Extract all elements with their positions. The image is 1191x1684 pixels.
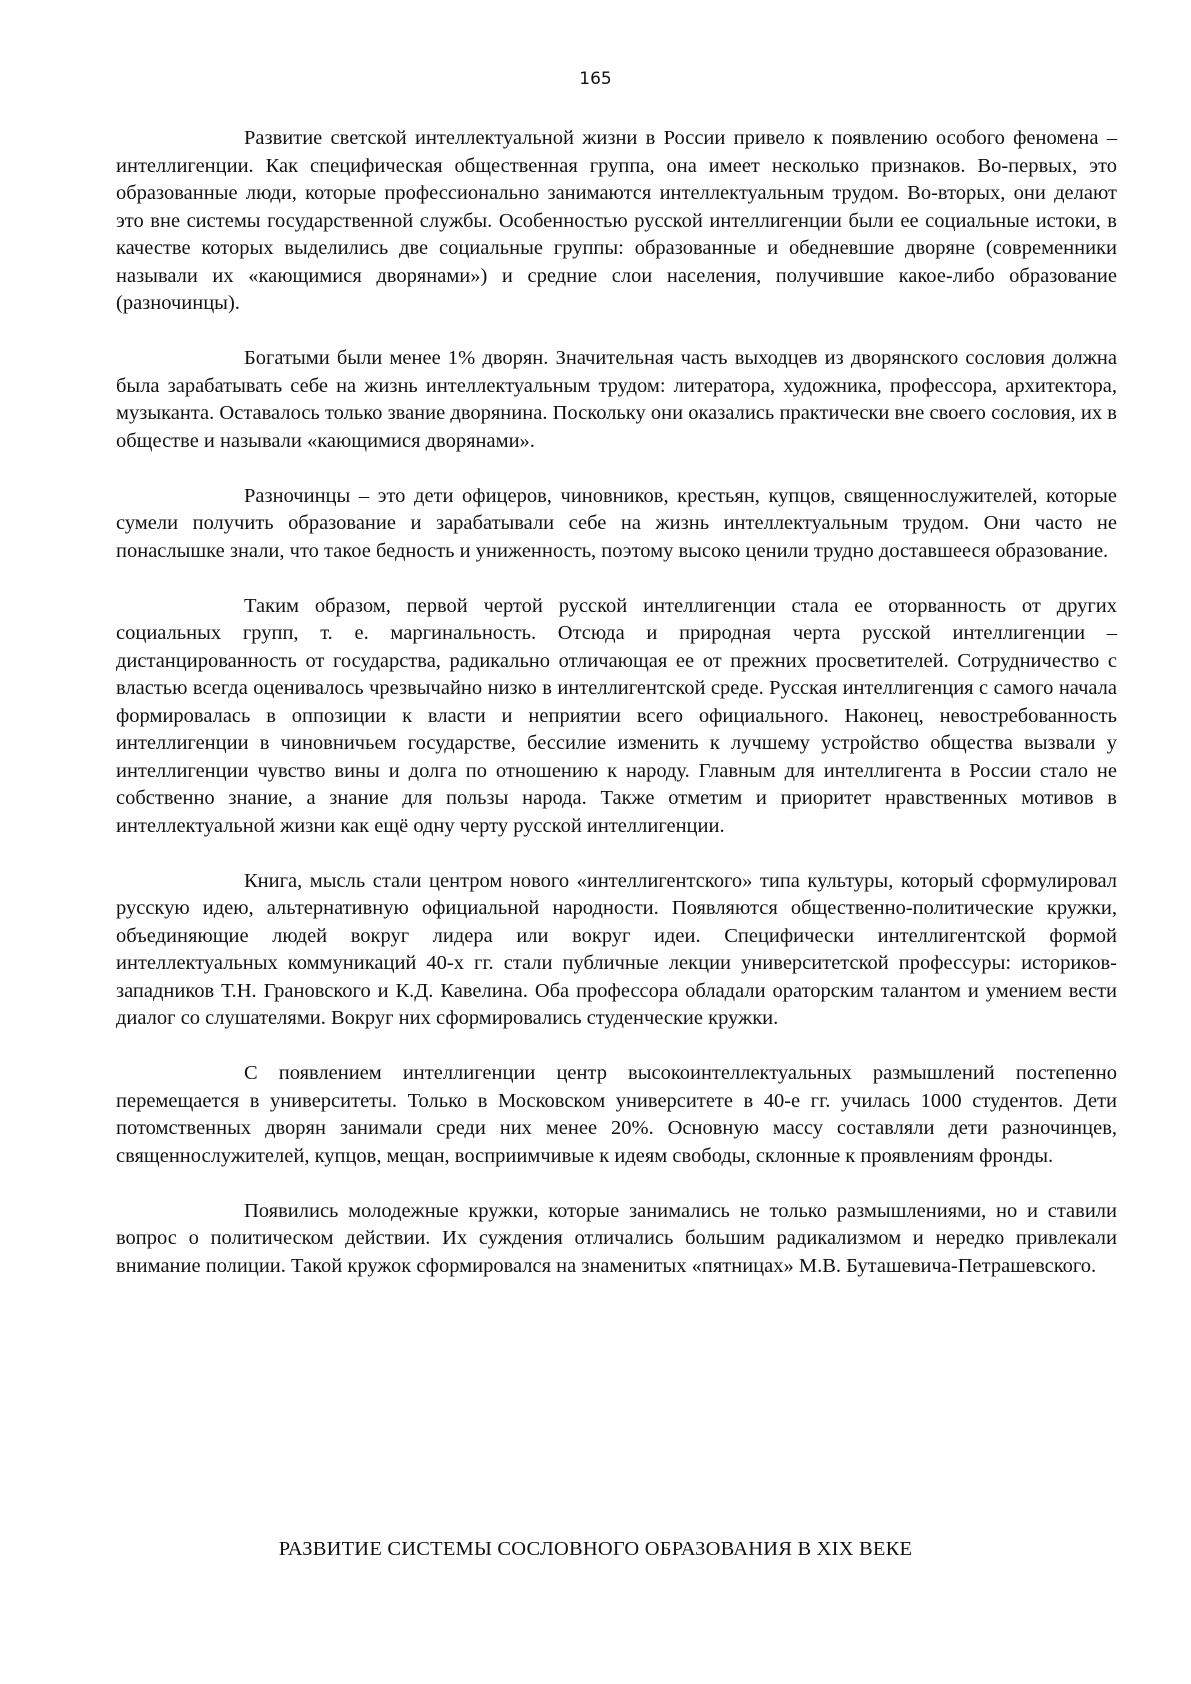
document-body: [116, 125, 1117, 1280]
paragraph-universities: С появлением интеллигенции центр высокоинтеллектуальных размышлений постепенно перемещается в университеты. Только в Московском университете в 40-е гг. училась 1000 студентов. Дети потомственных дворян занимали среди них менее 20%. Основную массу составляли дети разночинцев, священнослужителей, купцов, мещан, восприимчивые к идеям свободы, склонные к проявлениям фронды.: [116, 1062, 1117, 1167]
page-number: 165: [579, 69, 612, 89]
paragraph-youth-circles: Появились молодежные кружки, которые занимались не только размышлениями, но и ставили вопрос о политическом действии. Их суждения отличались большим радикализмом и нередко привлекали внимание полиции. Такой кружок сформировался на знаменитых «пятницах» М.В. Буташевича-Петрашевского.: [116, 1199, 1117, 1277]
paragraph-raznochintsy: Разночинцы – это дети офицеров, чиновников, крестьян, купцов, священнослужителей, которые сумели получить образование и зарабатывали себе на жизнь интеллектуальным трудом. Они часто не понаслышке знали, что такое бедность и униженность, поэтому высоко ценили трудно доставшееся образование.: [116, 484, 1117, 562]
paragraph-book-culture: Книга, мысль стали центром нового «интеллигентского» типа культуры, который сформулировал русскую идею, альтернативную официальной народности. Появляются общественно-политические кружки, объединяющие людей вокруг лидера или вокруг идеи. Специфически интеллигентской формой интеллектуальных коммуникаций 40-х гг. стали публичные лекции университетской профессуры: историков-западников Т.Н. Грановского и К.Д. Кавелина. Оба профессора обладали ораторским талантом и умением вести диалог со слушателями. Вокруг них сформировались студенческие кружки.: [116, 869, 1117, 1029]
paragraph-nobility: Богатыми были менее 1% дворян. Значительная часть выходцев из дворянского сословия должна была зарабатывать себе на жизнь интеллектуальным трудом: литератора, художника, профессора, архитектора, музыканта. Оставалось только звание дворянина. Поскольку они оказались практически вне своего сословия, их в обществе и называли «кающимися дворянами».: [116, 347, 1117, 452]
paragraph-marginality: Таким образом, первой чертой русской интеллигенции стала ее оторванность от других социальных групп, т. е. маргинальность. Отсюда и природная черта русской интеллигенции – дистанцированность от государства, радикально отличающая ее от прежних просветителей. Сотрудничество с властью всегда оценивалось чрезвычайно низко в интеллигентской среде. Русская интеллигенция с самого начала формировалась в оппозиции к власти и неприятии всего официального. Наконец, невостребованность интеллигенции в чиновничьем государстве, бессилие изменить к лучшему устройство общества вызвали у интеллигенции чувство вины и долга по отношению к народу. Главным для интеллигента в России стало не собственно знание, а знание для пользы народа. Также отметим и приоритет нравственных мотивов в интеллектуальной жизни как ещё одну черту русской интеллигенции.: [116, 594, 1117, 837]
paragraph-intelligentsia-origins: Развитие светской интеллектуальной жизни в России привело к появлению особого феномена – интеллигенции. Как специфическая общественная группа, она имеет несколько признаков. Во-первых, это образованные люди, которые профессионально занимаются интеллектуальным трудом. Во-вторых, они делают это вне системы государственной службы. Особенностью русской интеллигенции были ее социальные истоки, в качестве которых выделились две социальные группы: образованные и обедневшие дворяне (современники называли их «кающимися дворянами») и средние слои населения, получившие какое-либо образование (разночинцы).: [116, 127, 1117, 314]
section-heading: РАЗВИТИЕ СИСТЕМЫ СОСЛОВНОГО ОБРАЗОВАНИЯ В XIX ВЕКЕ: [278, 1538, 913, 1560]
